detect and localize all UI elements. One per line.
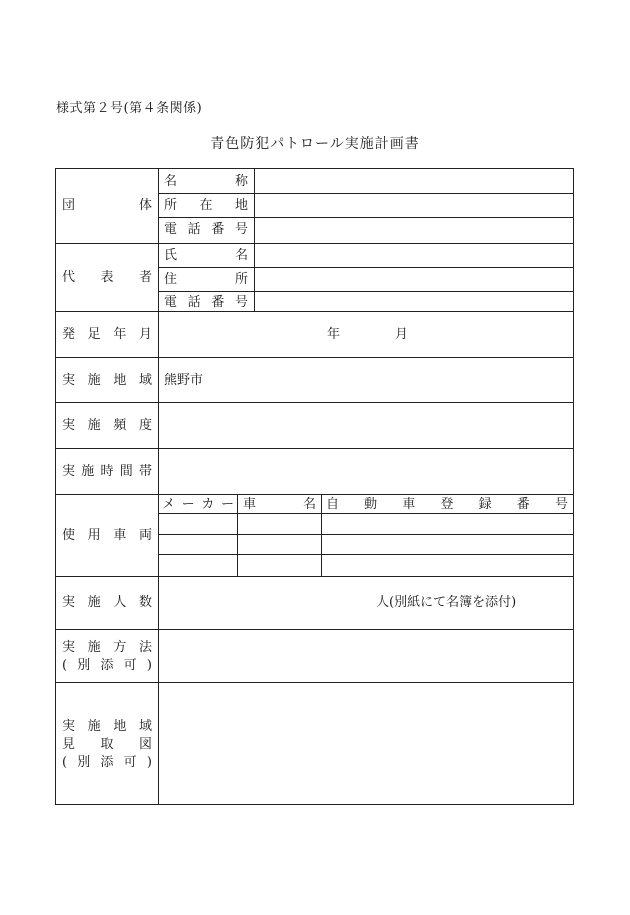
rep-address-label: 住 所 [164,272,248,287]
rep-name-label: 氏 名 [164,248,248,263]
start-year-unit: 年 [327,327,341,342]
org-address-label: 所 在 地 [164,198,248,213]
participants-suffix: 人(別紙にて名簿を添付) [376,595,517,610]
area-value[interactable]: 熊野市 [164,373,204,388]
method-label: 実 施 方 法 [62,640,152,655]
rep-phone-label: 電 話 番 号 [164,295,248,310]
org-name-label: 名 称 [164,174,248,189]
area-map-label-note: ( 別 添 可 ) [62,755,152,770]
area-map-label: 実 施 地 域 [62,719,152,734]
area-map-label-2: 見 取 図 [62,737,152,752]
start-month-unit: 月 [395,327,409,342]
organization-label: 団 体 [62,198,152,213]
start-date-label: 発 足 年 月 [62,327,152,342]
vehicles-col-name: 車 名 [243,497,316,512]
representative-label: 代 表 者 [62,270,152,285]
participants-label: 実 施 人 数 [62,595,152,610]
vehicles-col-plate: 自 動 車 登 録 番 号 [326,497,568,512]
plan-form-table [55,168,574,805]
time-slot-label: 実 施 時 間 帯 [62,464,152,479]
area-label: 実 施 地 域 [62,373,152,388]
form-number: 様式第２号(第４条関係) [56,101,203,116]
vehicles-col-maker: メ ー カ ー [162,497,234,512]
method-label-note: ( 別 添 可 ) [62,658,152,673]
frequency-label: 実 施 頻 度 [62,418,152,433]
org-phone-label: 電 話 番 号 [164,222,248,237]
vehicles-label: 使 用 車 両 [62,528,152,543]
form-title: 青色防犯パトロール実施計画書 [210,136,420,152]
